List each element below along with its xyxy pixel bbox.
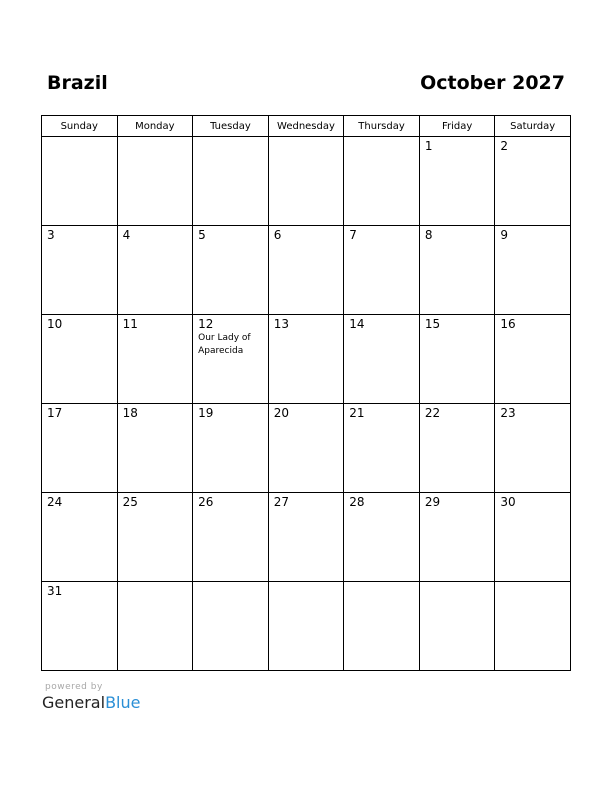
day-number: 4 [122,228,131,242]
day-cell [193,493,269,582]
day-number: 14 [349,317,365,331]
day-number: 3 [47,228,55,242]
day-cell [42,582,118,671]
day-cell [193,137,269,226]
day-cell [268,226,344,315]
day-number [118,582,193,584]
day-cell [193,226,269,315]
day-number: 6 [273,228,282,242]
day-cell [117,315,193,404]
day-cell [495,315,571,404]
day-cell [42,315,118,404]
day-cell [117,493,193,582]
day-cell [495,404,571,493]
day-number: 15 [424,317,441,331]
day-cell [419,226,495,315]
day-number: 23 [500,406,516,420]
day-number [495,582,570,584]
day-cell [193,582,269,671]
day-number: 22 [424,406,441,420]
weekday-tuesday: Tuesday [193,116,269,137]
day-number: 12 [198,317,214,331]
day-number: 19 [198,406,214,420]
day-cell [419,315,495,404]
country-title: Brazil [47,72,108,94]
weekday-thursday: Thursday [344,116,420,137]
week-row [42,315,571,404]
holiday-label: Our Lady of Aparecida [198,333,251,356]
day-number: 21 [349,406,365,420]
day-number: 7 [349,228,357,242]
day-cell [268,137,344,226]
day-cell [42,493,118,582]
day-number: 20 [273,406,289,420]
month-year-title: October 2027 [420,72,565,94]
day-cell [117,137,193,226]
week-row [42,493,571,582]
day-number [269,137,344,139]
day-number [118,137,193,139]
weekday-header-row [42,116,571,137]
day-number: 17 [47,406,63,420]
day-number [344,137,419,139]
calendar-grid [41,115,571,671]
day-cell [344,137,420,226]
day-number [269,582,344,584]
day-cell [419,137,495,226]
day-number [193,582,268,584]
day-number: 2 [500,139,509,153]
day-number: 1 [424,139,433,153]
generalblue-logo [42,693,140,712]
day-cell [117,582,193,671]
day-number: 16 [500,317,516,331]
day-cell [419,582,495,671]
day-number [42,137,117,139]
day-number: 13 [273,317,289,331]
week-row [42,137,571,226]
brand-general-text: General [42,693,106,712]
day-cell [117,404,193,493]
day-number: 28 [349,495,365,509]
day-number: 10 [47,317,63,331]
day-number: 26 [198,495,214,509]
day-cell [344,493,420,582]
weekday-monday: Monday [117,116,193,137]
week-row [42,404,571,493]
day-cell [344,315,420,404]
day-cell [495,493,571,582]
day-cell [193,315,269,404]
brand-blue-text: Blue [105,693,141,712]
weekday-saturday: Saturday [495,116,571,137]
day-number: 18 [122,406,138,420]
day-number: 30 [500,495,516,509]
day-cell [344,226,420,315]
day-cell [42,226,118,315]
week-row [42,582,571,671]
weekday-wednesday: Wednesday [268,116,344,137]
weekday-friday: Friday [419,116,495,137]
day-number: 27 [273,495,289,509]
day-number: 9 [500,228,509,242]
day-cell [268,315,344,404]
day-cell [419,493,495,582]
day-cell [268,582,344,671]
day-number: 5 [198,228,206,242]
weekday-sunday: Sunday [42,116,118,137]
day-cell [117,226,193,315]
week-row [42,226,571,315]
day-number [344,582,419,584]
day-cell [268,404,344,493]
day-cell [268,493,344,582]
day-cell [344,582,420,671]
day-number [420,582,495,584]
powered-by-label: powered by [45,682,103,692]
day-number: 29 [424,495,441,509]
day-number: 8 [424,228,433,242]
day-cell [419,404,495,493]
day-cell [42,137,118,226]
day-cell [495,582,571,671]
day-number: 31 [47,584,63,598]
day-cell [495,137,571,226]
day-cell [344,404,420,493]
day-number: 25 [122,495,138,509]
day-number: 11 [122,317,138,331]
day-cell [193,404,269,493]
day-number [193,137,268,139]
day-number: 24 [47,495,63,509]
day-cell [42,404,118,493]
day-cell [495,226,571,315]
